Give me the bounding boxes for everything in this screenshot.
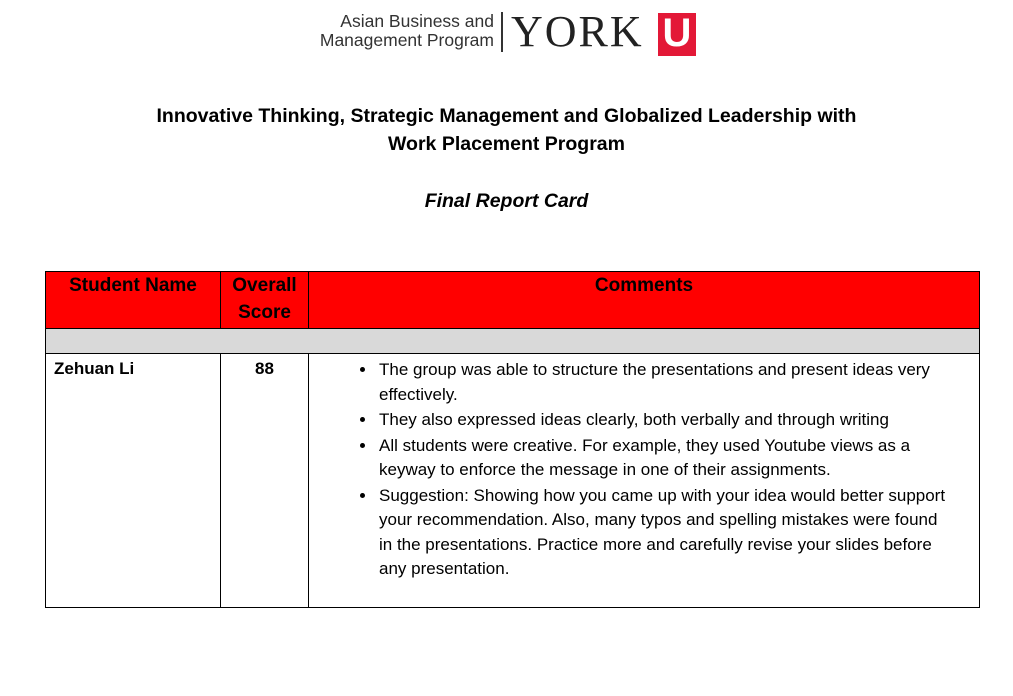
document-title-line-2: Work Placement Program — [388, 133, 625, 155]
table-header-row — [46, 272, 980, 329]
header-student-name: Student Name — [46, 272, 221, 329]
comment-item: • They also expressed ideas clearly, both verbally and through writing — [377, 408, 949, 433]
york-u-letter: U — [662, 11, 692, 55]
report-card-table — [45, 271, 980, 608]
comment-item: • The group was able to structure the presentations and present ideas very effectively. — [377, 358, 949, 407]
student-name-cell: Zehuan Li — [46, 354, 221, 608]
program-name-line-1: Asian Business and — [340, 11, 494, 31]
header-comments: Comments — [309, 272, 980, 329]
logo-divider — [501, 12, 503, 52]
table-row — [46, 354, 980, 608]
comment-item: • Suggestion: Showing how you came up with your idea would better support your recommendation. Also, many typos and spelling mistakes were found in the presentations. Practice more and carefully revise your slides before any presentation. — [377, 484, 949, 582]
header-overall-score-line-1: Overall — [232, 275, 297, 296]
program-name-line-2: Management Program — [319, 30, 494, 50]
spacer-cell — [46, 329, 980, 354]
york-wordmark: YORK — [511, 7, 644, 56]
york-university-logo — [312, 7, 702, 58]
document-subtitle: Final Report Card — [424, 190, 589, 212]
program-name — [312, 12, 494, 50]
comment-item: • All students were creative. For example, they used Youtube views as a keyway to enforce the message in one of their assignments. — [377, 434, 949, 483]
document-title — [0, 102, 1013, 158]
overall-score-cell: 88 — [221, 354, 309, 608]
document-title-line-1: Innovative Thinking, Strategic Management and Globalized Leadership with — [156, 105, 857, 127]
header-overall-score-line-2: Score — [238, 302, 291, 323]
table-spacer-row — [46, 329, 980, 354]
comments-list — [309, 358, 979, 582]
york-u-mark — [658, 13, 696, 56]
header-overall-score — [221, 272, 309, 329]
comments-cell — [309, 354, 980, 608]
